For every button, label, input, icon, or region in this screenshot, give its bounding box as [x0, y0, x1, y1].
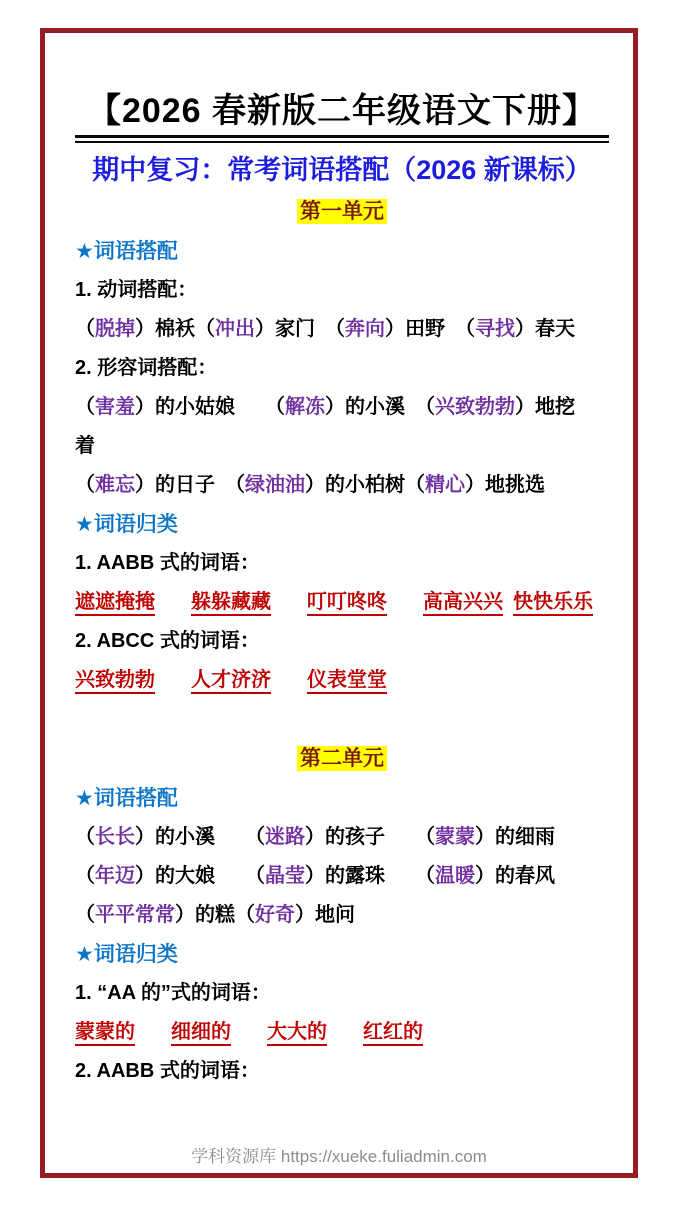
fill-in-word: 脱掉: [95, 318, 135, 341]
title-underline-thin: [75, 141, 609, 143]
word-item: 细细的: [171, 1021, 231, 1046]
text-segment: （: [75, 318, 95, 341]
text-line: [75, 818, 609, 857]
text-line: [75, 1052, 609, 1091]
fill-in-word: 蒙蒙: [435, 826, 475, 849]
word-item: 红红的: [363, 1021, 423, 1046]
text-segment: ）的春风: [475, 865, 555, 888]
text-segment: ）田野 （: [385, 318, 475, 341]
fill-in-word: 奔向: [345, 318, 385, 341]
category-header: ★词语搭配: [75, 787, 178, 811]
text-segment: ）的小溪 （: [325, 396, 435, 419]
text-line: [75, 622, 609, 661]
fill-in-word: 解冻: [285, 396, 325, 419]
text-line: [75, 388, 609, 427]
text-segment: 2. ABCC 式的词语：: [75, 630, 260, 653]
fill-in-word: 兴致勃勃: [435, 396, 515, 419]
fill-in-word: 害羞: [95, 396, 135, 419]
text-line: [75, 427, 609, 466]
word-list-line: [75, 661, 609, 700]
text-line: [75, 544, 609, 583]
category-header: ★词语归类: [75, 943, 178, 967]
unit-header: [75, 192, 609, 232]
text-segment: ）的糕（: [175, 904, 255, 927]
text-segment: ）家门 （: [255, 318, 345, 341]
text-segment: 1. 动词搭配：: [75, 279, 198, 302]
text-segment: ）的小柏树（: [305, 474, 425, 497]
text-segment: ）的孩子 （: [305, 826, 435, 849]
text-line: [75, 896, 609, 935]
content-area: [45, 33, 633, 1091]
text-segment: 2. AABB 式的词语：: [75, 1060, 260, 1083]
text-segment: ）的露珠 （: [305, 865, 435, 888]
unit-header-highlight: 第二单元: [297, 746, 387, 771]
word-item: 快快乐乐: [513, 591, 593, 616]
fill-in-word: 温暖: [435, 865, 475, 888]
fill-in-word: 难忘: [95, 474, 135, 497]
worksheet-body: [75, 192, 609, 1091]
fill-in-word: 迷路: [265, 826, 305, 849]
text-line: [75, 310, 609, 349]
spacer: [75, 700, 609, 739]
text-segment: ）的小姑娘 （: [135, 396, 285, 419]
title-underline-thick: [75, 135, 609, 138]
text-segment: 着: [75, 435, 95, 458]
word-item: 高高兴兴: [423, 591, 503, 616]
fill-in-word: 晶莹: [265, 865, 305, 888]
text-segment: 2. 形容词搭配：: [75, 357, 218, 380]
text-segment: （: [75, 826, 95, 849]
category-header: ★词语搭配: [75, 240, 178, 264]
word-list-line: [75, 583, 609, 622]
word-item: 大大的: [267, 1021, 327, 1046]
text-segment: （: [75, 474, 95, 497]
fill-in-word: 长长: [95, 826, 135, 849]
text-segment: （: [75, 904, 95, 927]
fill-in-word: 精心: [425, 474, 465, 497]
word-item: 遮遮掩掩: [75, 591, 155, 616]
fill-in-word: 年迈: [95, 865, 135, 888]
word-item: 兴致勃勃: [75, 669, 155, 694]
text-segment: （: [75, 396, 95, 419]
text-segment: ）地问: [295, 904, 355, 927]
text-line: [75, 349, 609, 388]
word-list-line: [75, 1013, 609, 1052]
text-line: [75, 974, 609, 1013]
text-segment: ）棉袄（: [135, 318, 215, 341]
category-header: ★词语归类: [75, 513, 178, 537]
word-item: 叮叮咚咚: [307, 591, 387, 616]
footer-watermark: 学科资源库 https://xueke.fuliadmin.com: [191, 1147, 487, 1166]
fill-in-word: 好奇: [255, 904, 295, 927]
text-segment: （: [75, 865, 95, 888]
word-item: 仪表堂堂: [307, 669, 387, 694]
page-title: 【2026 春新版二年级语文下册】: [86, 92, 598, 130]
text-segment: ）春天: [515, 318, 575, 341]
word-item: 躲躲藏藏: [191, 591, 271, 616]
text-segment: ）的小溪 （: [135, 826, 265, 849]
text-segment: 1. AABB 式的词语：: [75, 552, 260, 575]
unit-header-highlight: 第一单元: [297, 199, 387, 224]
text-segment: ）的大娘 （: [135, 865, 265, 888]
text-line: [75, 466, 609, 505]
page-border-frame: [40, 28, 638, 1178]
fill-in-word: 冲出: [215, 318, 255, 341]
fill-in-word: 平平常常: [95, 904, 175, 927]
text-segment: ）的细雨: [475, 826, 555, 849]
text-line: [75, 271, 609, 310]
text-segment: 1. “AA 的”式的词语：: [75, 982, 271, 1005]
word-item: 蒙蒙的: [75, 1021, 135, 1046]
fill-in-word: 寻找: [475, 318, 515, 341]
text-segment: ）的日子 （: [135, 474, 245, 497]
word-item: 人才济济: [191, 669, 271, 694]
text-line: [75, 857, 609, 896]
unit-header: [75, 739, 609, 779]
text-segment: ）地挑选: [465, 474, 545, 497]
page-subtitle: 期中复习：常考词语搭配（2026 新课标）: [92, 154, 592, 185]
fill-in-word: 绿油油: [245, 474, 305, 497]
text-segment: ）地挖: [515, 396, 575, 419]
